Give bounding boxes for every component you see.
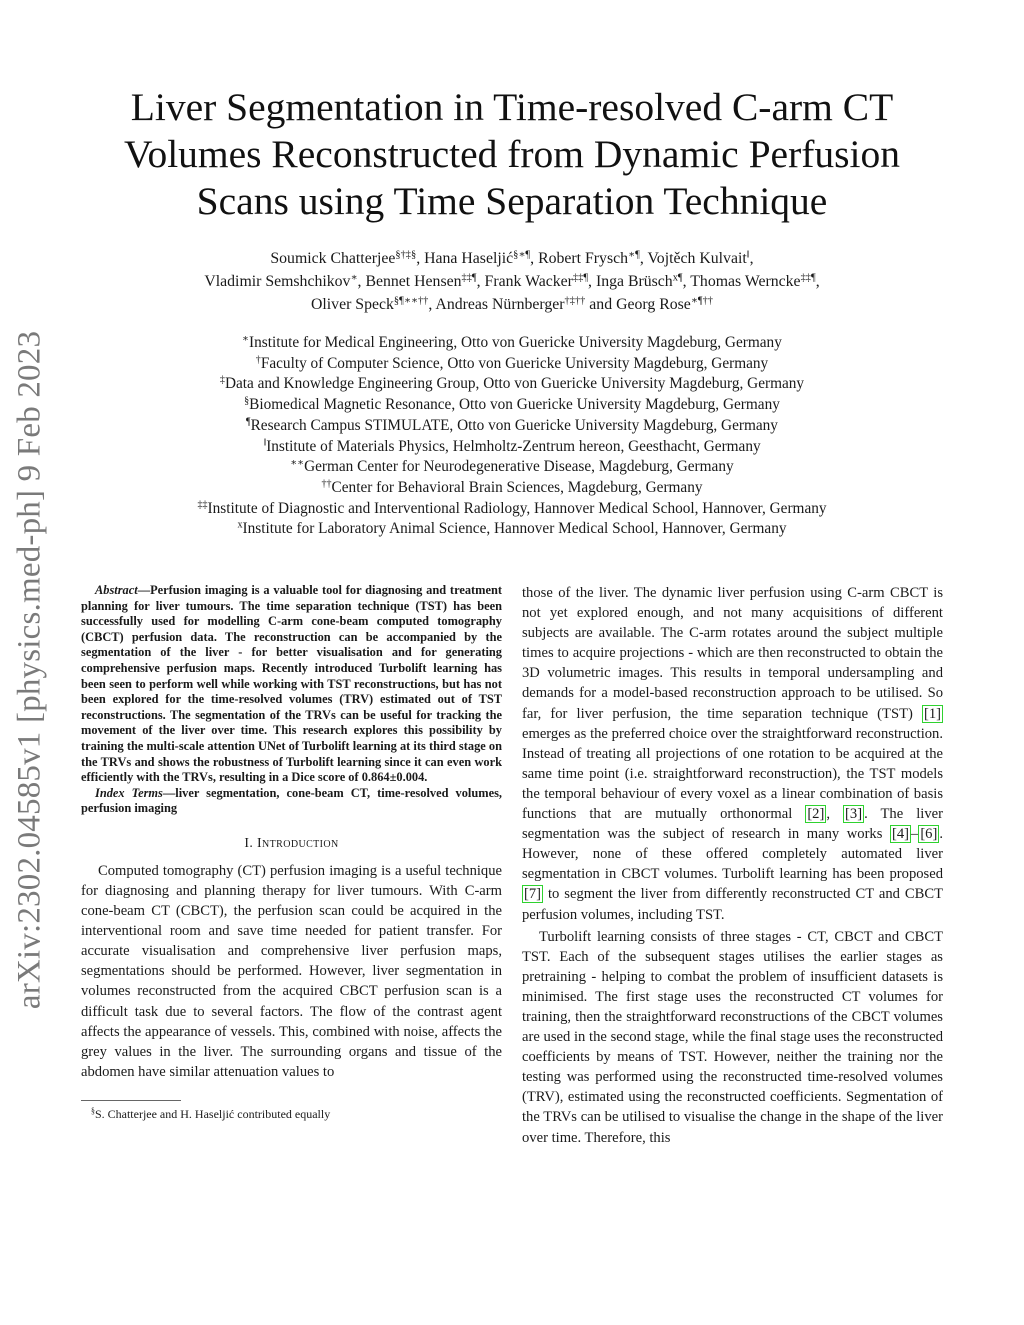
author-name: Vojtěch Kulvait <box>647 250 747 267</box>
paragraph-text: , <box>826 806 844 823</box>
affiliation <box>80 457 944 478</box>
affiliation-mark: † <box>255 354 261 366</box>
author-name: Soumick Chatterjee <box>270 250 396 267</box>
author-marks: ‡‡¶ <box>800 272 816 284</box>
affiliation <box>80 374 944 395</box>
author-marks: §¶∗∗†† <box>393 295 429 307</box>
continued-paragraph <box>522 583 943 925</box>
affiliation <box>80 437 944 458</box>
author-marks: †‡†† <box>564 295 586 307</box>
author-marks: §∗¶ <box>513 249 531 261</box>
author-name: Robert Frysch <box>538 250 629 267</box>
author-name: Inga Brüsch <box>595 273 673 290</box>
author-name: Vladimir Semshchikov <box>204 273 351 290</box>
author-separator: , <box>530 250 539 267</box>
author-name: Georg Rose <box>616 296 691 313</box>
index-terms-label: Index Terms <box>95 785 163 800</box>
title-line: Scans using Time Separation Technique <box>196 179 828 223</box>
affiliation <box>80 416 944 437</box>
affiliation-mark: ∗∗ <box>290 457 305 469</box>
affiliation-mark: ‡ <box>219 374 225 386</box>
affiliation <box>80 333 944 354</box>
section-number: I. <box>244 834 254 850</box>
affiliation-text: Center for Behavioral Brain Sciences, Magdeburg, Germany <box>331 478 703 496</box>
author-marks: ‡‡¶ <box>461 272 477 284</box>
affiliation-text: Institute of Materials Physics, Helmholtz-Zentrum hereon, Geesthacht, Germany <box>266 437 761 455</box>
arxiv-sidebar <box>8 310 52 1030</box>
citation-link[interactable]: [3] <box>845 806 863 823</box>
citation-link[interactable]: [7] <box>524 886 542 903</box>
section-heading-introduction <box>81 835 502 851</box>
footnote-text: S. Chatterjee and H. Haseljić contributed equally <box>94 1106 331 1121</box>
affiliation-text: Data and Knowledge Engineering Group, Otto von Guericke University Magdeburg, Germany <box>224 375 805 393</box>
author-name: Andreas Nürnberger <box>435 296 565 313</box>
affiliation <box>80 519 944 540</box>
affiliation <box>80 478 944 499</box>
left-column <box>81 583 502 1121</box>
affiliation <box>80 499 944 520</box>
author-line <box>80 270 944 293</box>
arxiv-identifier: arXiv:2302.04585v1 [physics.med-ph] 9 Feb 2023 <box>11 330 48 1010</box>
author-marks: ∗¶†† <box>690 295 713 307</box>
affiliation-text: Research Campus STIMULATE, Otto von Guericke University Magdeburg, Germany <box>250 416 778 434</box>
citation-link[interactable]: [1] <box>923 705 941 722</box>
index-terms-dash: — <box>162 785 176 800</box>
affiliation-mark: ¶ <box>246 416 251 428</box>
affiliation-mark: § <box>244 395 250 407</box>
author-separator: , <box>815 273 820 290</box>
paper-title <box>80 84 944 225</box>
author-marks: ‡‡¶ <box>572 272 589 284</box>
affiliation-text: Faculty of Computer Science, Otto von Guericke University Magdeburg, Germany <box>260 354 769 372</box>
affiliation-text: German Center for Neurodegenerative Disease, Magdeburg, Germany <box>304 458 734 476</box>
affiliation-mark: ‡‡ <box>197 499 208 511</box>
footnote <box>81 1107 502 1121</box>
author-marks: x¶ <box>672 272 683 284</box>
author-name: Hana Haseljić <box>424 250 514 267</box>
paragraph-text: – <box>911 826 919 843</box>
author-list <box>80 247 944 316</box>
affiliation-list <box>80 333 944 540</box>
affiliation-mark: x <box>237 519 243 531</box>
footnote-mark: § <box>91 1106 95 1116</box>
affiliation-mark: ‖ <box>263 436 267 448</box>
paragraph-text: . The liver segmentation was the subject of research in many works <box>522 806 944 843</box>
author-separator: , <box>682 273 691 290</box>
title-line: Volumes Reconstructed from Dynamic Perfusion <box>124 132 900 176</box>
author-separator: , <box>476 273 485 290</box>
affiliation-text: Institute for Medical Engineering, Otto von Guericke University Magdeburg, Germany <box>249 334 782 351</box>
section-title: Introduction <box>257 834 339 850</box>
author-marks: ∗ <box>350 272 358 284</box>
author-line <box>80 293 944 316</box>
affiliation-text: Biomedical Magnetic Resonance, Otto von Guericke University Magdeburg, Germany <box>249 396 780 414</box>
affiliation-mark: †† <box>321 478 332 490</box>
author-separator: , <box>416 250 425 267</box>
author-separator: , <box>588 273 596 290</box>
author-separator: and <box>585 296 617 313</box>
abstract-dash: — <box>137 583 151 597</box>
affiliation-text: Institute for Laboratory Animal Science, Hannover Medical School, Hannover, Germany <box>242 520 787 538</box>
intro-paragraph: Computed tomography (CT) perfusion imaging is a useful technique for diagnosing and planning therapy for liver tumours. With C-arm cone-beam CT (CBCT), the perfusion scan could be acquired in the interventional room and save time needed for patient transfer. For accurate visualisation and comprehensive liver perfusion maps, segmentations should be performed. However, liver segmentation in volumes reconstructed from the acquired CBCT perfusion scan is a difficult task due to several factors. The flow of the contrast agent affects the appearance of vessels. This, combined with noise, affects the grey values in the liver. The surrounding organs and tissue of the abdomen have similar attenuation values to <box>81 862 502 1080</box>
citation-link[interactable]: [2] <box>807 806 825 823</box>
paragraph-text: to segment the liver from differently reconstructed CT and CBCT perfusion volumes, including TST. <box>522 886 943 923</box>
author-marks: §†‡§ <box>395 249 417 261</box>
author-separator: , <box>428 296 436 313</box>
author-separator: , <box>639 250 648 267</box>
paragraph-text: those of the liver. The dynamic liver perfusion using C-arm CBCT is not yet explored enough, and not many acquisitions of different subjects are available. The C-arm rotates around the subject multiple times to acquire projections - which are then reconstructed to obtain the 3D volumetric images. This results in temporal undersampling and demands for a model-based reconstruction approach to be utilised. So far, for liver perfusion, the time separation technique (TST) <box>522 585 943 722</box>
abstract-label: Abstract <box>95 583 138 597</box>
author-line <box>80 247 944 270</box>
paragraph-text: . However, none of these offered completely automated liver segmentation in CBCT volumes. Turbolift learning has been proposed <box>522 826 943 883</box>
citation-link[interactable]: [6] <box>920 826 938 843</box>
footnote-divider <box>81 1100 181 1101</box>
paragraph-text: emerges as the preferred choice over the straightforward reconstruction. Instead of treating all projections of one rotation to be acquired at the same time point (i.e. straightforward reconstruction), the TST models the temporal behaviour of every voxel as a linear combination of basis functions that are mutually orthonormal <box>522 725 943 823</box>
author-marks: ‖ <box>746 249 750 261</box>
citation-link[interactable]: [4] <box>891 826 910 843</box>
author-name: Frank Wacker <box>484 273 573 290</box>
index-terms <box>81 786 502 817</box>
author-name: Bennet Hensen <box>365 273 462 290</box>
affiliation-text: Institute of Diagnostic and Interventional Radiology, Hannover Medical School, Hannover, Germany <box>207 499 827 517</box>
title-line: Liver Segmentation in Time-resolved C-arm CT <box>130 85 894 129</box>
author-separator: , <box>749 250 754 267</box>
author-name: Oliver Speck <box>310 296 394 313</box>
affiliation <box>80 354 944 375</box>
index-terms-text: liver segmentation, cone-beam CT, time-resolved volumes, perfusion imaging <box>81 785 502 816</box>
abstract-text: Perfusion imaging is a valuable tool for diagnosing and treatment planning for liver tumours. The time separation technique (TST) has been successfully used for modelling C-arm cone-beam computed tomography (CBCT) perfusion data. The reconstruction can be accompanied by the segmentation of the liver - for better visualisation and for generating comprehensive perfusion maps. Recently introduced Turbolift learning has been seen to perform well while working with TST reconstructions, but has not been explored for the time-resolved volumes (TRV) estimated out of TST reconstructions. The segmentation of the TRVs can be useful for tracking the movement of the liver over time. This research explores this possibility by training the multi-scale attention UNet of Turbolift learning at its third stage on the TRVs and shows the robustness of Turbolift learning since it can even work efficiently with the TRVs, resulting in a Dice score of 0.864±0.004. <box>81 583 502 785</box>
author-separator: , <box>357 273 366 290</box>
right-column <box>522 583 943 1148</box>
affiliation-mark: ∗ <box>242 333 249 345</box>
author-marks: ∗¶ <box>628 249 640 261</box>
affiliation <box>80 395 944 416</box>
abstract <box>81 583 502 786</box>
author-name: Thomas Werncke <box>690 273 801 290</box>
turbolift-paragraph: Turbolift learning consists of three stages - CT, CBCT and CBCT TST. Each of the subsequent stages utilises the earlier stages as pretraining - helping to combat the problem of insufficient datasets is minimised. The first stage uses the reconstructed CT volumes for training, then the straightforward reconstructions of the CBCT volumes are used in the second stage, while the final stage uses the reconstructed coefficients by means of TST. However, neither the training nor the testing was performed using the reconstructed time-resolved volumes (TRV), estimated using the reconstructed coefficients. Segmentation of the TRVs can be utilised to visualise the change in the shape of the liver over time. Therefore, this <box>522 928 943 1146</box>
